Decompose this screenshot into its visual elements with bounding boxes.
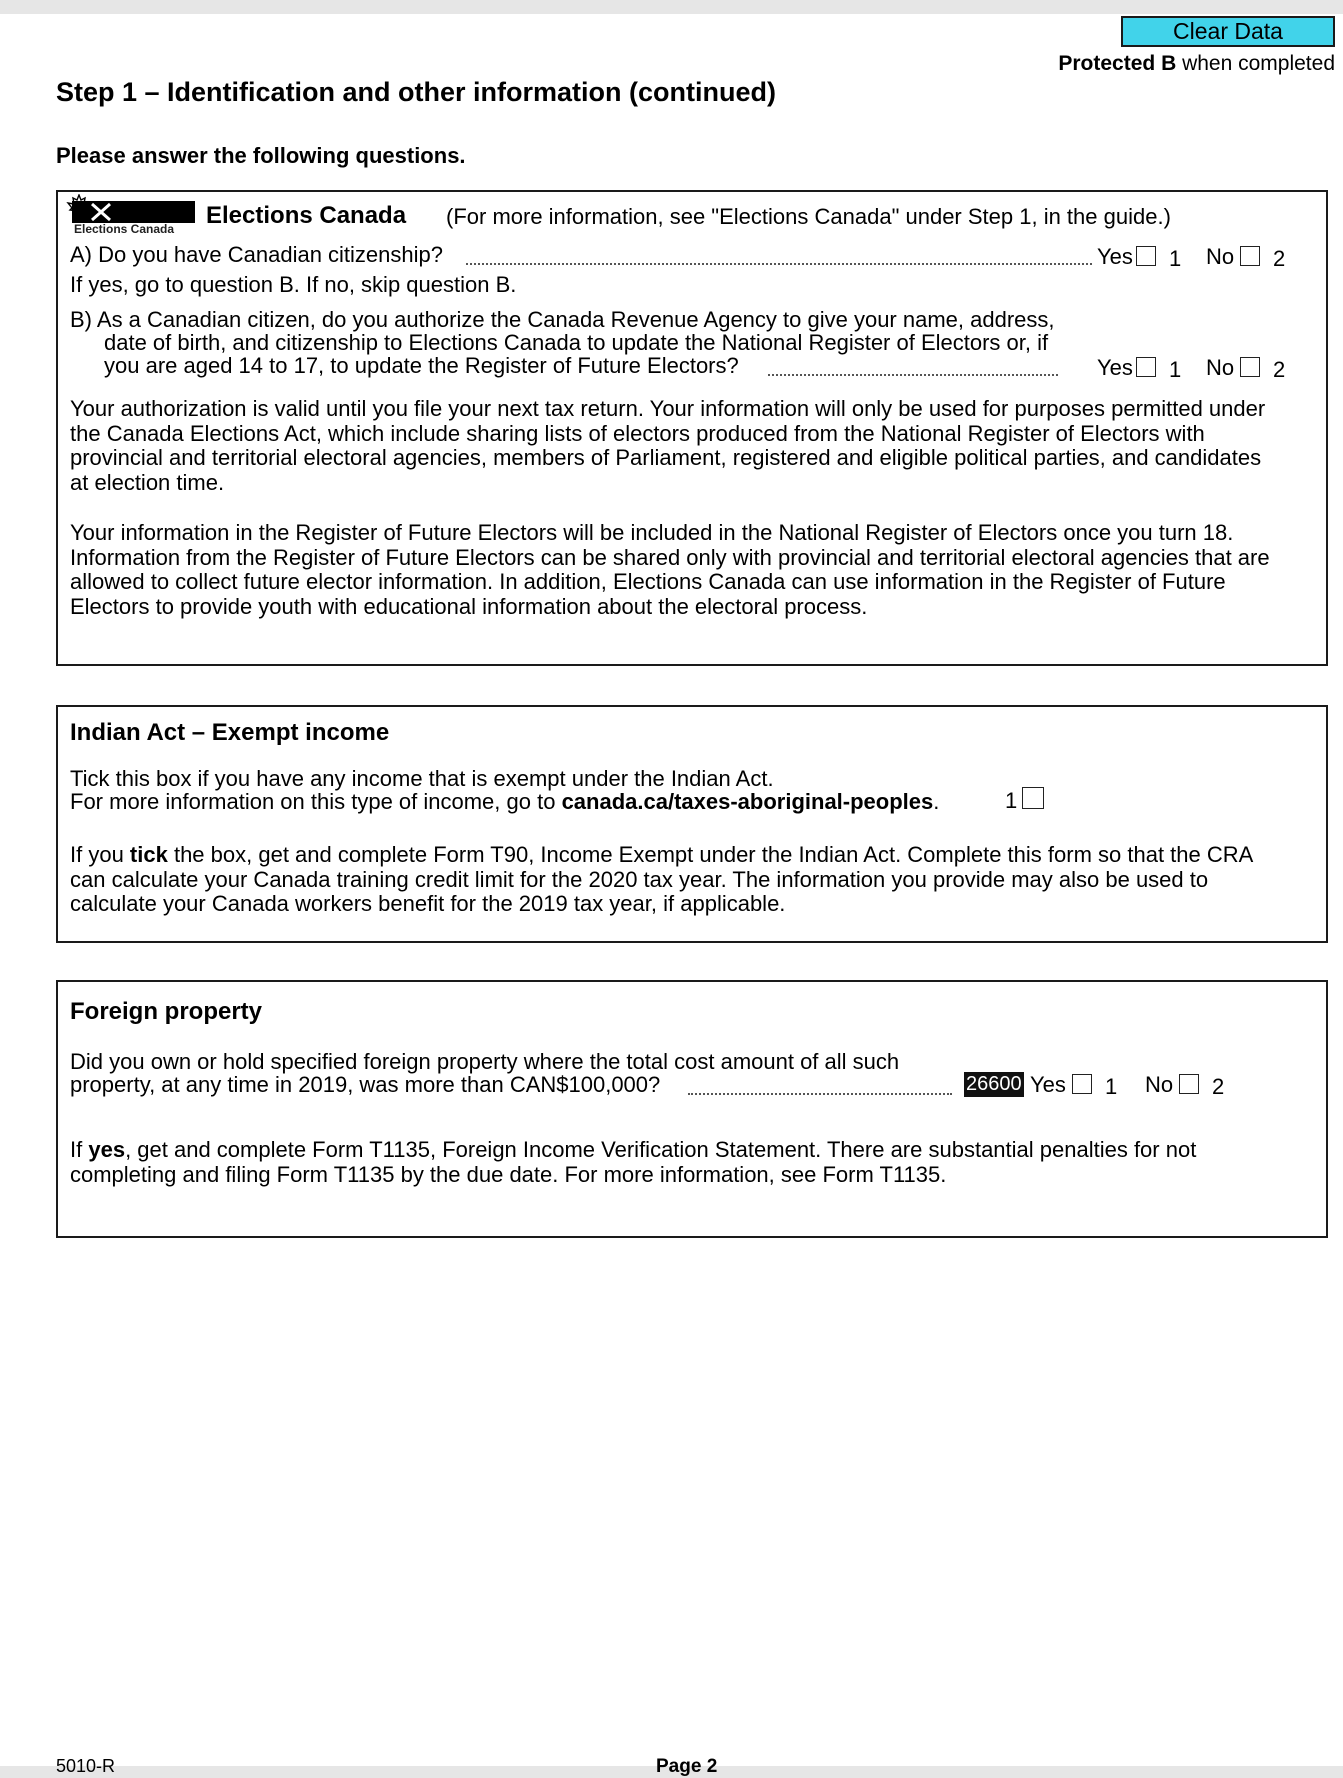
foreign-no-checkbox[interactable] <box>1179 1074 1199 1094</box>
foreign-property-section <box>56 980 1328 1238</box>
emphasis: tick <box>129 842 168 867</box>
leader-dots <box>688 1091 952 1095</box>
paragraph-line: Your information in the Register of Future Electors will be included in the National Register of Electors once you turn 18. <box>70 520 1234 545</box>
protected-b-notice <box>1058 52 1335 76</box>
question-a-yes-checkbox[interactable] <box>1136 246 1156 266</box>
paragraph-line: allowed to collect future elector information. In addition, Elections Canada can use information in the Register of Future <box>70 569 1226 595</box>
question-b-line: date of birth, and citizenship to Elections Canada to update the National Register of Electors or, if <box>104 330 1049 355</box>
text-span: . <box>933 789 940 814</box>
question-a-no-checkbox[interactable] <box>1240 246 1260 266</box>
foreign-yes-checkbox[interactable] <box>1072 1074 1092 1094</box>
paragraph-line <box>70 843 1253 868</box>
aboriginal-peoples-link[interactable]: canada.ca/taxes-aboriginal-peoples <box>561 789 934 814</box>
yes-code: 1 <box>1169 357 1182 382</box>
exempt-income-checkbox[interactable] <box>1022 787 1044 809</box>
paragraph-line: Information from the Register of Future Electors can be shared only with provincial and territorial electoral agencies that are <box>70 544 1270 570</box>
section-title: Indian Act – Exempt income <box>70 719 390 746</box>
protected-when-completed: when completed <box>1176 52 1335 75</box>
paragraph-line: can calculate your Canada training credit limit for the 2020 tax year. The information you provide may also be used to <box>70 866 1209 892</box>
leader-dots <box>768 372 1058 376</box>
yes-label: Yes <box>1097 355 1133 380</box>
text-span: If <box>70 1137 89 1162</box>
paragraph-line: provincial and territorial electoral agencies, members of Parliament, registered and eligible political parties, and candidates <box>70 445 1262 471</box>
box-code: 1 <box>1005 788 1018 813</box>
paragraph-line: completing and filing Form T1135 by the due date. For more information, see Form T1135. <box>70 1161 947 1187</box>
form-page <box>0 14 1343 1777</box>
text-span: , get and complete Form T1135, Foreign Income Verification Statement. There are substantial penalties for not <box>125 1137 1197 1162</box>
paragraph-line <box>70 1138 1196 1163</box>
page-title: Step 1 – Identification and other information (continued) <box>56 77 777 107</box>
foreign-question-line: Did you own or hold specified foreign property where the total cost amount of all such <box>70 1049 900 1074</box>
yes-label: Yes <box>1030 1072 1066 1097</box>
emphasis: yes <box>88 1137 126 1162</box>
question-b-line: you are aged 14 to 17, to update the Register of Future Electors? <box>104 353 739 378</box>
text-span: If you <box>70 842 130 867</box>
authorization-paragraph <box>70 397 1265 495</box>
yes-label: Yes <box>1097 244 1133 269</box>
elections-canada-section <box>56 190 1328 666</box>
question-b-no-checkbox[interactable] <box>1240 357 1260 377</box>
future-electors-paragraph <box>70 521 1270 619</box>
indian-act-line <box>70 790 939 815</box>
question-b-line: B) As a Canadian citizen, do you authorize the Canada Revenue Agency to give your name, address, <box>70 307 1055 332</box>
foreign-paragraph <box>70 1138 1196 1187</box>
indian-act-section <box>56 705 1328 943</box>
clear-data-button[interactable]: Clear Data <box>1121 16 1335 47</box>
page-number: Page 2 <box>656 1756 718 1777</box>
indian-act-line: Tick this box if you have any income that is exempt under the Indian Act. <box>70 766 774 791</box>
text-span: the box, get and complete Form T90, Income Exempt under the Indian Act. Complete this form so that the CRA <box>167 842 1254 867</box>
no-code: 2 <box>1273 357 1286 382</box>
question-b-yes-checkbox[interactable] <box>1136 357 1156 377</box>
question-a: A) Do you have Canadian citizenship? <box>70 242 444 267</box>
indian-act-paragraph <box>70 843 1253 917</box>
text-span: For more information on this type of income, go to <box>70 789 562 814</box>
line-code-badge: 26600 <box>966 1073 1022 1095</box>
paragraph-line: calculate your Canada workers benefit for the 2019 tax year, if applicable. <box>70 891 786 917</box>
question-a-note: If yes, go to question B. If no, skip question B. <box>70 272 517 297</box>
protected-b-label: Protected B <box>1058 52 1177 75</box>
yes-code: 1 <box>1169 246 1182 271</box>
ballot-check-icon <box>90 202 112 222</box>
foreign-question-line: property, at any time in 2019, was more than CAN$100,000? <box>70 1072 661 1097</box>
no-label: No <box>1206 355 1235 380</box>
paragraph-line: at election time. <box>70 469 225 495</box>
no-label: No <box>1206 244 1235 269</box>
section-title: Foreign property <box>70 998 263 1025</box>
leader-dots <box>466 261 1092 265</box>
form-id: 5010-R <box>56 1756 116 1776</box>
yes-code: 1 <box>1105 1074 1118 1099</box>
paragraph-line: Electors to provide youth with educational information about the electoral process. <box>70 593 868 619</box>
no-code: 2 <box>1212 1074 1225 1099</box>
paragraph-line: the Canada Elections Act, which include sharing lists of electors produced from the National Register of Electors with <box>70 420 1205 446</box>
paragraph-line: Your authorization is valid until you file your next tax return. Your information will only be used for purposes permitted under <box>70 396 1266 421</box>
logo-caption: Elections Canada <box>74 222 175 236</box>
no-label: No <box>1145 1072 1174 1097</box>
instructions: Please answer the following questions. <box>56 143 466 168</box>
section-subtitle: (For more information, see "Elections Canada" under Step 1, in the guide.) <box>446 204 1171 229</box>
section-title: Elections Canada <box>206 202 407 229</box>
no-code: 2 <box>1273 246 1286 271</box>
